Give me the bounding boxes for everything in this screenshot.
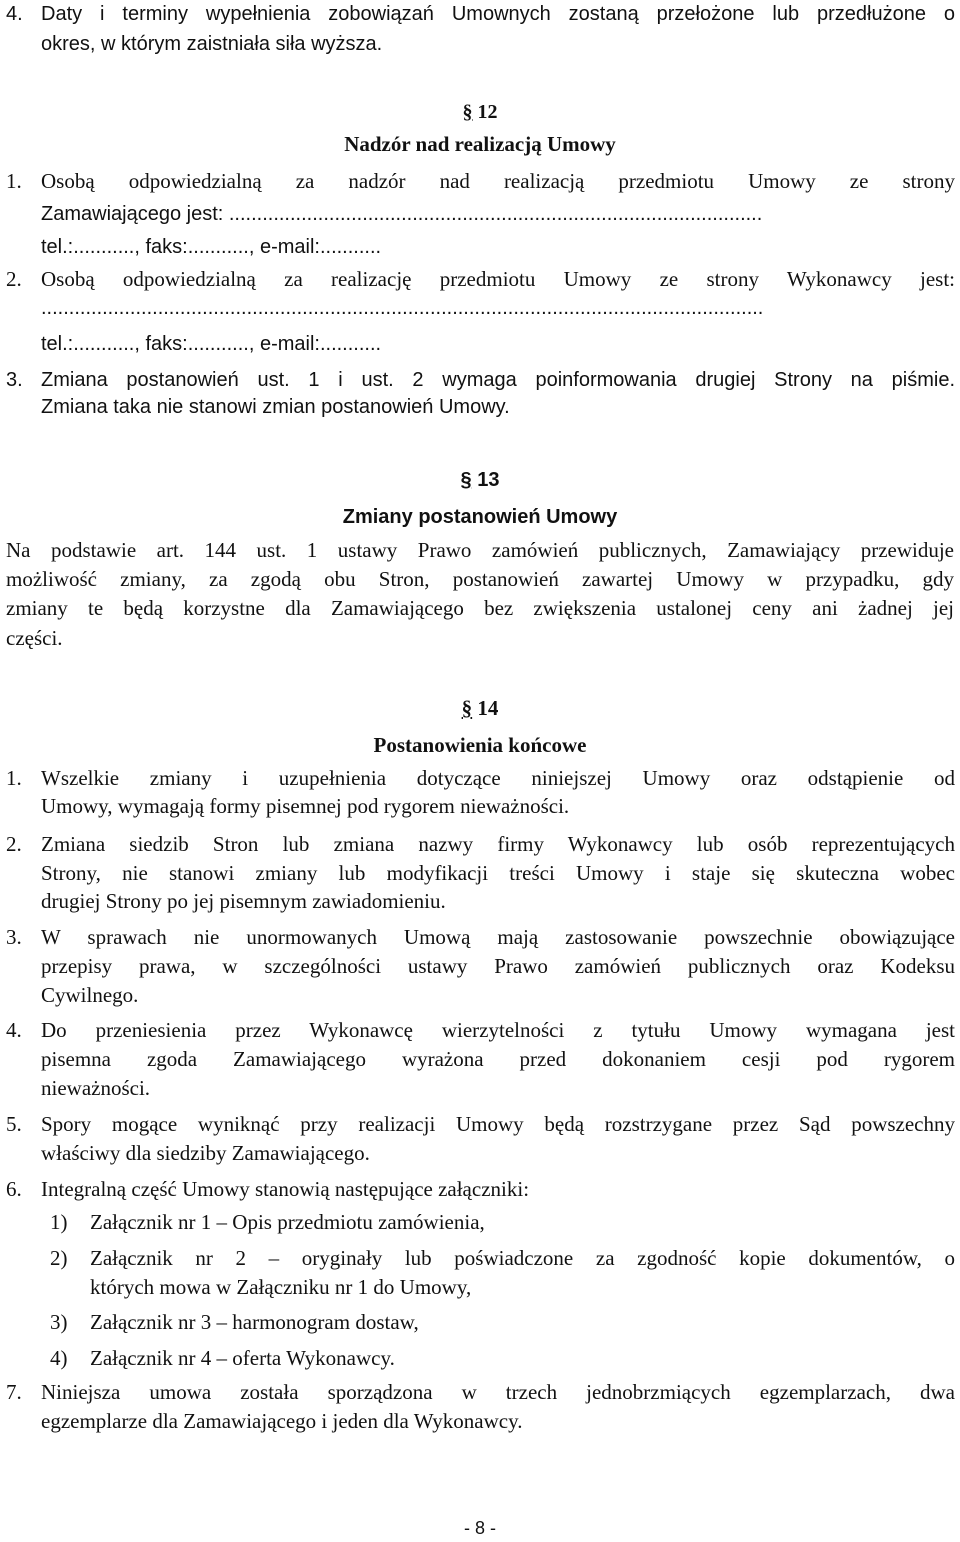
s14-p5-text-2: właściwy dla siedziby Zamawiającego.: [41, 1141, 370, 1165]
s14-p6-number: 6.: [6, 1177, 22, 1201]
s14-p7-text: Niniejsza umowa została sporządzona w trzech jednobrzmiących egzemplarzach, dwa: [41, 1380, 955, 1404]
attachment-3-text: Załącznik nr 3 – harmonogram dostaw,: [90, 1310, 419, 1334]
para-4-number: 4.: [6, 3, 23, 25]
attachment-2-number: 2): [50, 1246, 68, 1270]
section-13-num-text: 13: [477, 469, 500, 491]
s14-p7-text-2: egzemplarze dla Zamawiającego i jeden dla Wykonawcy.: [41, 1409, 523, 1433]
section-sign: §: [462, 101, 473, 123]
para-4-text: Daty i terminy wypełnienia zobowiązań Umownych zostaną przełożone lub przedłużone o: [41, 3, 955, 25]
s14-p1-number: 1.: [6, 766, 22, 790]
attachment-4-number: 4): [50, 1346, 68, 1370]
attachment-3-number: 3): [50, 1310, 68, 1334]
s12-p1-contact: tel.:..........., faks:..........., e-mail:...........: [41, 236, 382, 258]
s14-p3-text: W sprawach nie unormowanych Umową mają zastosowanie powszechnie obowiązujące: [41, 925, 955, 949]
s14-p4-text-3: nieważności.: [41, 1076, 151, 1100]
s13-text-4: części.: [6, 626, 63, 650]
s12-p2-text: Osobą odpowiedzialną za realizację przedmiotu Umowy ze strony Wykonawcy jest:: [41, 267, 955, 291]
s12-p1-text: Osobą odpowiedzialną za nadzór nad realizacją przedmiotu Umowy ze strony: [41, 169, 955, 193]
section-14-number: [0, 694, 960, 722]
s13-text-3: zmiany te będą korzystne dla Zamawiającego bez zwiększenia ustalonej ceny ani żadnej jej: [6, 596, 954, 620]
attachment-1-number: 1): [50, 1210, 68, 1234]
s12-p2-dots: ..................................................................................................................................: [41, 297, 764, 319]
s14-p4-text-2: pisemna zgoda Zamawiającego wyrażona przed dokonaniem cesji pod rygorem: [41, 1047, 955, 1071]
section-13-title: Zmiany postanowień Umowy: [342, 506, 618, 528]
attachment-2-text: Załącznik nr 2 – oryginały lub poświadczone za zgodność kopie dokumentów, o: [90, 1246, 955, 1270]
s13-text-1: Na podstawie art. 144 ust. 1 ustawy Prawo zamówień publicznych, Zamawiający przewiduje: [6, 538, 954, 562]
section-12-title: Nadzór nad realizacją Umowy: [344, 132, 616, 156]
attachment-4-text: Załącznik nr 4 – oferta Wykonawcy.: [90, 1346, 395, 1370]
attachment-2-text-2: których mowa w Załączniku nr 1 do Umowy,: [90, 1275, 472, 1299]
s14-p6-text: Integralną część Umowy stanowią następujące załączniki:: [41, 1177, 530, 1201]
section-12-number: [0, 98, 960, 126]
section-12-num-text: 12: [477, 101, 498, 123]
s12-p3-number: 3.: [6, 369, 23, 391]
s12-p3-text-2: Zmiana taka nie stanowi zmian postanowień Umowy.: [41, 396, 510, 418]
s14-p2-text-2: Strony, nie stanowi zmiany lub modyfikacji treści Umowy i staje się skuteczna wobec: [41, 861, 955, 885]
section-sign: §: [460, 469, 472, 491]
para-4-text-2: okres, w którym zaistniała siła wyższa.: [41, 33, 383, 55]
s14-p7-number: 7.: [6, 1380, 22, 1404]
section-14-num-text: 14: [477, 696, 499, 720]
s12-p2-number: 2.: [6, 267, 22, 291]
s12-p3-text: Zmiana postanowień ust. 1 i ust. 2 wymaga poinformowania drugiej Strony na piśmie.: [41, 369, 955, 391]
s14-p3-text-2: przepisy prawa, w szczególności ustawy Prawo zamówień publicznych oraz Kodeksu: [41, 954, 955, 978]
s14-p4-text: Do przeniesienia przez Wykonawcę wierzytelności z tytułu Umowy wymagana jest: [41, 1018, 955, 1042]
s14-p1-text: Wszelkie zmiany i uzupełnienia dotyczące niniejszej Umowy oraz odstąpienie od: [41, 766, 955, 790]
s14-p4-number: 4.: [6, 1018, 22, 1042]
attachment-1-text: Załącznik nr 1 – Opis przedmiotu zamówienia,: [90, 1210, 485, 1234]
s12-p1-number: 1.: [6, 169, 22, 193]
s14-p5-text: Spory mogące wyniknąć przy realizacji Umowy będą rozstrzygane przez Sąd powszechny: [41, 1112, 955, 1136]
page-number: - 8 -: [463, 1518, 496, 1538]
s14-p2-text: Zmiana siedzib Stron lub zmiana nazwy firmy Wykonawcy lub osób reprezentujących: [41, 832, 955, 856]
s14-p2-text-3: drugiej Strony po jej pisemnym zawiadomieniu.: [41, 889, 446, 913]
section-14-title: Postanowienia końcowe: [373, 733, 587, 757]
s12-p2-contact: tel.:..........., faks:..........., e-mail:...........: [41, 333, 382, 355]
s12-p1-text-2: Zamawiającego jest: ................................................................................................: [41, 203, 763, 225]
s14-p1-text-2: Umowy, wymagają formy pisemnej pod rygorem nieważności.: [41, 794, 570, 818]
section-13-number: [0, 466, 960, 494]
s14-p5-number: 5.: [6, 1112, 22, 1136]
s14-p3-text-3: Cywilnego.: [41, 983, 139, 1007]
s14-p3-number: 3.: [6, 925, 22, 949]
s14-p2-number: 2.: [6, 832, 22, 856]
section-sign: §: [461, 696, 473, 720]
s13-text-2: możliwość zmiany, za zgodą obu Stron, postanowień zawartej Umowy w przypadku, gdy: [6, 567, 954, 591]
